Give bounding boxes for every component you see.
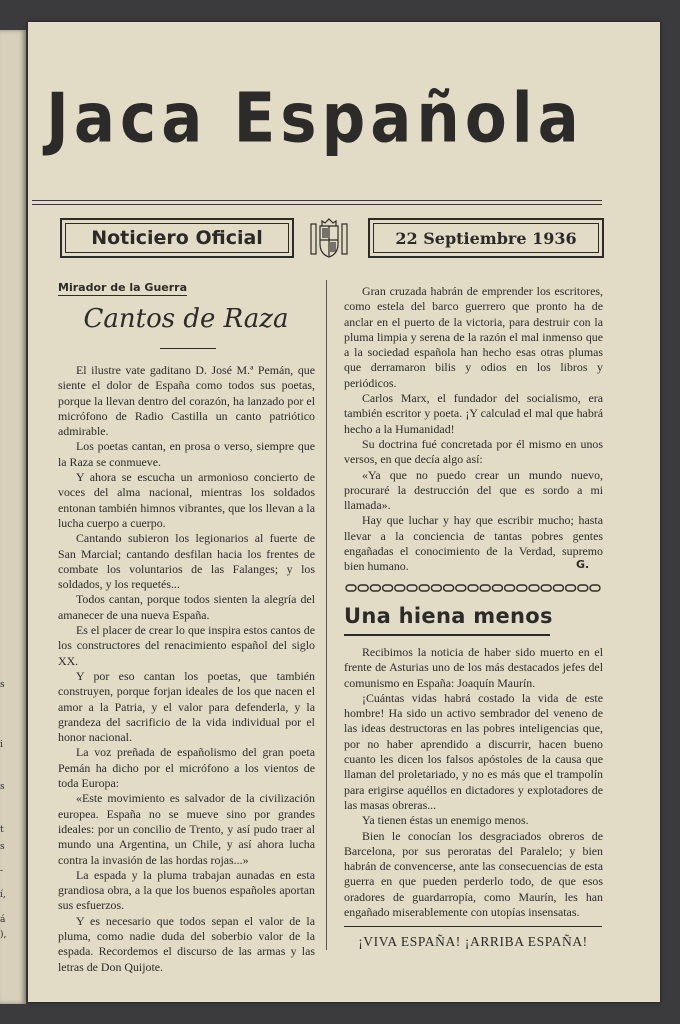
- chain-link: [383, 585, 393, 591]
- margin-fragment: á: [0, 915, 6, 925]
- paragraph: Cantando subieron los legionarios al fuerte de San Marcial; cantando desfilan hacia los frentes de combate los voluntarios de las Falanges; y los soldados, y los requetés...: [58, 531, 315, 592]
- issue-date: 22 Septiembre 1936: [395, 228, 577, 248]
- date-box: [368, 218, 604, 258]
- masthead-title: Jaca Española: [46, 78, 584, 159]
- article-title: Una hiena menos: [344, 604, 553, 628]
- section-label: Mirador de la Guerra: [58, 281, 188, 294]
- paragraph: Y es necesario que todos sepan el valor de la pluma, como nadie duda del soberbio valor de la espada. Recordemos el discurso de las armas y las letras de Don Quijote.: [58, 913, 315, 974]
- title-rule: [344, 634, 550, 636]
- paragraph: Todos cantan, porque todos sienten la alegría del amanecer de una nueva España.: [58, 592, 315, 622]
- paragraph: Su doctrina fué concretada por él mismo en unos versos, en que decía algo así:: [344, 436, 603, 467]
- margin-fragment: s: [0, 680, 5, 690]
- margin-fragment: ),: [0, 930, 7, 940]
- chain-link: [358, 585, 368, 591]
- paragraph: Los poetas cantan, en prosa o verso, siempre que la Raza se conmueve.: [58, 439, 315, 469]
- chain-link: [346, 585, 356, 591]
- chain-link: [566, 585, 576, 591]
- chain-link: [541, 585, 551, 591]
- paragraph: Es el placer de crear lo que inspira estos cantos de los constructores del renacimiento español del siglo XX.: [58, 623, 315, 668]
- chain-link: [578, 585, 588, 591]
- chain-link: [492, 585, 502, 591]
- paragraph: ¡Cuántas vidas habrá costado la vida de este hombre! Ha sido un activo sembrador del veneno de las ideas destructoras en las pobres inteligencias que, por no haber aprendido a discurrir, hacen bueno cuanto les dicen los falsos apóstoles de la causa que llaman del proletariado, y no es más que el trampolín para erigirse aquéllos en dictadores y explotadores de las masas obreras...: [344, 690, 603, 812]
- article-title: Cantos de Raza: [83, 304, 289, 334]
- column-divider: [326, 280, 327, 950]
- noticiero-label: Noticiero Oficial: [91, 227, 263, 249]
- chain-link: [590, 585, 600, 591]
- paragraph: Carlos Marx, el fundador del socialismo, era también escritor y poeta. ¡Y calculad el mal que habrá hecho a la Humanidad!: [344, 391, 603, 436]
- left-column-text: [58, 363, 315, 975]
- paragraph: Recibimos la noticia de haber sido muerto en el frente de Asturias uno de los más destacados jefes del comunismo en España: Joaquín Maurín.: [344, 645, 603, 690]
- paragraph: La voz preñada de españolismo del gran poeta Pemán ha dicho por el micrófono a los vientos de toda Europa:: [58, 745, 315, 791]
- paragraph: «Este movimiento es salvador de la civilización europea. España no se mueve sino por grandes ideales: por un concilio de Trento, y así pudo traer al mundo una Argentina, un Chile, y así ahora lucha contra la invasión de las hordas rojas...»: [58, 791, 315, 867]
- chain-link: [468, 585, 478, 591]
- chain-link: [431, 585, 441, 591]
- paragraph: Bien le conocían los desgraciados obreros de Barcelona, por sus peroratas del Paralelo; y bien habrán de convencerse, ante las consecuencias de esta guerra en que pueden perderlo todo, de que esos oradores de guardarropía, como Maurín, les han engañado miserablemente con utopías insensatas.: [344, 828, 603, 920]
- chain-link: [456, 585, 466, 591]
- paragraph: «Ya que no puedo crear un mundo nuevo, procuraré la destrucción del que es sordo a mi llamada».: [344, 467, 603, 513]
- chain-link: [419, 585, 429, 591]
- chain-link: [370, 585, 380, 591]
- paragraph: Y ahora se escucha un armonioso concierto de voces del alma nacional, mientras los soldados entonan también himnos vibrantes, que los llevan a la lucha cuerpo a cuerpo.: [58, 470, 315, 530]
- chain-link: [407, 585, 417, 591]
- margin-fragment: í,: [0, 890, 6, 900]
- title-rule: [160, 348, 216, 349]
- right-column-bottom-text: [344, 645, 603, 920]
- chain-link: [529, 585, 539, 591]
- margin-fragment: -: [0, 866, 4, 876]
- right-column-top-text: [344, 284, 603, 575]
- chain-link: [444, 585, 454, 591]
- margin-fragment: s: [0, 782, 5, 792]
- chain-link: [505, 585, 515, 591]
- chain-divider: [345, 582, 603, 594]
- margin-fragment: s: [0, 842, 5, 852]
- paragraph: Gran cruzada habrán de emprender los escritores, como estela del barco guerrero que pronto ha de anclar en el puerto de la victoria, para destruir con la pluma limpia y serena de la razón el mal inmenso que a la sociedad española han hecho esas otras plumas que derramaron bilis y odios en los libros y periódicos.: [344, 284, 603, 390]
- paragraph: Hay que luchar y hay que escribir mucho; hasta llevar a la conciencia de tantas pobres gentes engañadas el conocimiento de la Verdad, supremo bien humano.: [344, 513, 603, 574]
- chain-link: [517, 585, 527, 591]
- margin-fragment: i: [0, 740, 3, 750]
- paragraph: El ilustre vate gaditano D. José M.ª Pemán, que siente el dolor de España como todos sus poetas, porque la llevan dentro del corazón, ha lanzado por el micrófono de Radio Castilla un canto patriótico admirable.: [58, 363, 315, 439]
- paragraph: La espada y la pluma trabajan aunadas en esta grandiosa obra, a la que los buenos españoles aportan sus esfuerzos.: [58, 867, 315, 913]
- noticiero-box: [60, 218, 294, 258]
- chain-link: [553, 585, 563, 591]
- footer-slogan: ¡VIVA ESPAÑA! ¡ARRIBA ESPAÑA!: [358, 934, 588, 949]
- chain-link: [480, 585, 490, 591]
- paragraph: Ya tienen éstas un enemigo menos.: [362, 813, 529, 828]
- masthead-rule: [32, 200, 602, 205]
- chain-link: [395, 585, 405, 591]
- coat-of-arms-icon: [307, 218, 351, 260]
- footer-rule: [344, 926, 602, 927]
- paragraph: Y por eso cantan los poetas, que también construyen, porque forjan ideales de los que nacen el amor a la Patria, y el valor para defenderla, y la grandeza del sacrificio de la vida individual por el honor nacional.: [58, 668, 315, 745]
- margin-fragment: t: [0, 825, 4, 835]
- signature: G.: [576, 558, 590, 571]
- adjacent-page-edge: [0, 30, 26, 1004]
